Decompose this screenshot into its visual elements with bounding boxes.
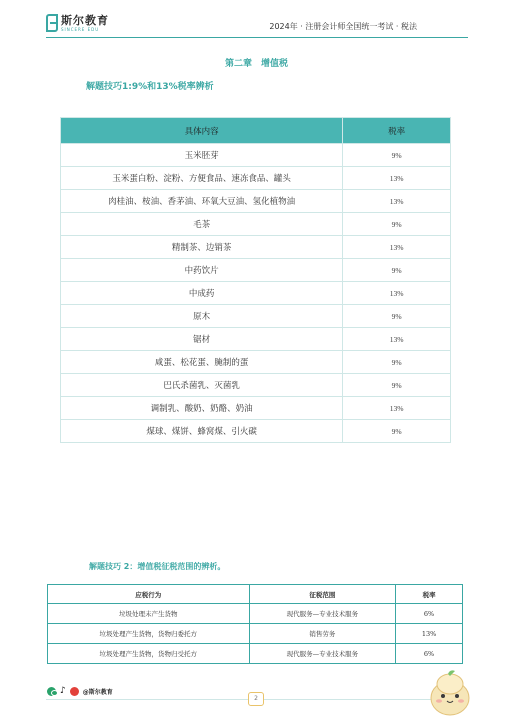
cell-taxable-act: 垃圾处理未产生货物	[48, 604, 250, 624]
cell-content: 咸蛋、松花蛋、腌制的蛋	[61, 351, 343, 374]
cell-rate: 13%	[343, 397, 451, 420]
cell-rate: 13%	[343, 190, 451, 213]
table-row	[61, 190, 451, 213]
header-taxable-act: 应税行为	[48, 585, 250, 604]
cell-rate: 9%	[343, 259, 451, 282]
cell-rate: 13%	[343, 282, 451, 305]
header-rate: 税率	[343, 118, 451, 144]
table-row	[48, 644, 463, 664]
footer-social	[47, 687, 113, 696]
cell-content: 玉米胚芽	[61, 144, 343, 167]
cell-content: 毛茶	[61, 213, 343, 236]
table-row	[61, 351, 451, 374]
cell-content: 原木	[61, 305, 343, 328]
table-row	[61, 374, 451, 397]
cell-scope: 现代服务—专业技术服务	[249, 604, 396, 624]
header-scope: 征税范围	[249, 585, 396, 604]
cell-rate: 13%	[343, 236, 451, 259]
tip1-heading: 解题技巧1:9%和13%税率辨析	[86, 82, 214, 92]
header-content: 具体内容	[61, 118, 343, 144]
cell-scope: 销售劳务	[249, 624, 396, 644]
logo-s-icon	[46, 14, 58, 32]
cell-content: 肉桂油、桉油、香茅油、环氧大豆油、氢化植物油	[61, 190, 343, 213]
wechat-icon	[47, 687, 56, 696]
table-header-row	[61, 118, 451, 144]
cell-rate: 13%	[396, 624, 463, 644]
table-row	[48, 604, 463, 624]
cell-rate: 9%	[343, 420, 451, 443]
footer-brand: @斯尔教育	[82, 689, 113, 696]
footer-divider	[46, 699, 438, 700]
cell-content: 巴氏杀菌乳、灭菌乳	[61, 374, 343, 397]
cell-rate: 6%	[396, 644, 463, 664]
cell-rate: 9%	[343, 144, 451, 167]
tip2-heading: 解题技巧 2：增值税征税范围的辨析。	[89, 562, 226, 571]
header-rate: 税率	[396, 585, 463, 604]
cell-rate: 9%	[343, 305, 451, 328]
cell-content: 精制茶、边销茶	[61, 236, 343, 259]
header-title: 2024年 · 注册会计师全国统一考试 · 税法	[269, 22, 417, 31]
page-number: 2	[248, 692, 264, 706]
table-row	[61, 213, 451, 236]
table-row	[61, 167, 451, 190]
cell-rate: 9%	[343, 374, 451, 397]
cell-content: 中药饮片	[61, 259, 343, 282]
chapter-title: 第二章 增值税	[224, 59, 288, 69]
weibo-icon	[70, 687, 79, 696]
tax-rate-table	[60, 117, 451, 443]
cell-content: 玉米蛋白粉、淀粉、方便食品、速冻食品、罐头	[61, 167, 343, 190]
table-row	[61, 259, 451, 282]
cell-scope: 现代服务—专业技术服务	[249, 644, 396, 664]
cell-content: 调制乳、酸奶、奶酪、奶油	[61, 397, 343, 420]
douyin-icon: ♪	[60, 686, 66, 696]
header-divider	[46, 37, 468, 38]
cell-rate: 9%	[343, 351, 451, 374]
cell-rate: 9%	[343, 213, 451, 236]
cell-rate: 13%	[343, 167, 451, 190]
table-header-row	[48, 585, 463, 604]
table-row	[61, 397, 451, 420]
mascot-icon	[428, 668, 472, 718]
table-row	[61, 282, 451, 305]
cell-content: 煤球、煤饼、蜂窝煤、引火碳	[61, 420, 343, 443]
table-row	[61, 328, 451, 351]
table-row	[61, 144, 451, 167]
tax-scope-table	[47, 584, 463, 664]
brand-logo	[46, 14, 109, 32]
cell-taxable-act: 垃圾处理产生货物，货物归委托方	[48, 624, 250, 644]
logo-chinese-text: 斯尔教育	[61, 13, 109, 27]
cell-rate: 13%	[343, 328, 451, 351]
cell-rate: 6%	[396, 604, 463, 624]
cell-taxable-act: 垃圾处理产生货物，货物归受托方	[48, 644, 250, 664]
cell-content: 锯材	[61, 328, 343, 351]
table-row	[48, 624, 463, 644]
table-row	[61, 305, 451, 328]
cell-content: 中成药	[61, 282, 343, 305]
logo-english-text: SINCERE EDU	[61, 26, 100, 32]
table-row	[61, 420, 451, 443]
table-row	[61, 236, 451, 259]
